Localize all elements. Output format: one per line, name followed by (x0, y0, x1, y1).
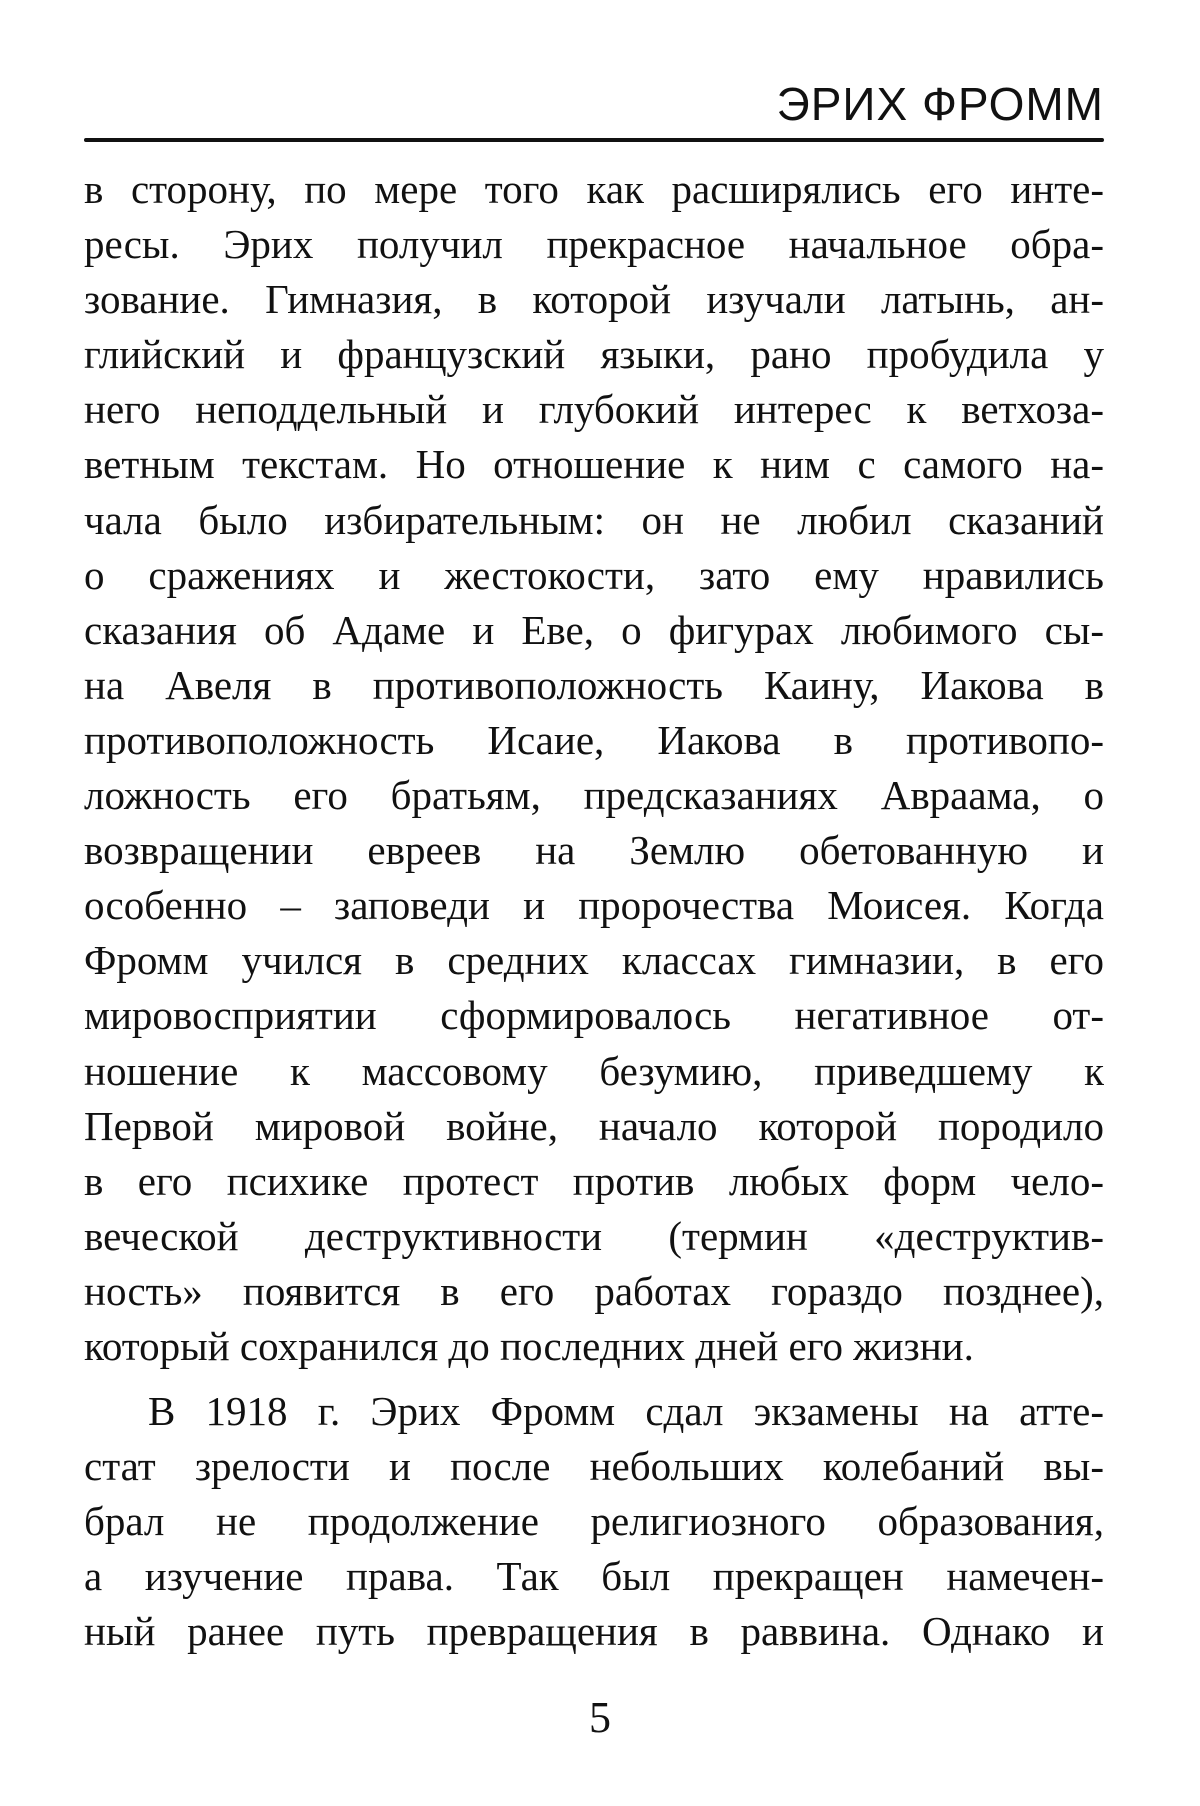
text-line: в сторону, по мере того как расширялись его инте- (84, 166, 1104, 212)
text-line: в его психике протест против любых форм чело- (84, 1157, 1104, 1204)
text-line: ложность его братьям, предсказаниях Авраама, о (84, 772, 1104, 819)
text-line: ношение к массовому безумию, приведшему к (84, 1047, 1104, 1094)
text-line: сказания об Адаме и Еве, о фигурах любимого сы- (84, 606, 1104, 653)
text-line: на Авеля в противоположность Каину, Иакова в (84, 661, 1104, 708)
text-line: который сохранился до последних дней его жизни. (84, 1322, 974, 1369)
text-line: ный ранее путь превращения в раввина. Однако и (84, 1608, 1104, 1655)
text-line: веческой деструктивности (термин «деструктив- (84, 1212, 1104, 1259)
text-line: В 1918 г. Эрих Фромм сдал экзамены на атте- (148, 1388, 1104, 1435)
text-line: глийский и французский языки, рано пробудила у (84, 331, 1104, 378)
text-line: ность» появится в его работах гораздо позднее), (84, 1267, 1104, 1314)
text-line: а изучение права. Так был прекращен намечен- (84, 1553, 1104, 1600)
text-line: ресы. Эрих получил прекрасное начальное обра- (84, 221, 1104, 268)
header-rule (84, 138, 1104, 142)
text-line: чала было избирательным: он не любил сказаний (84, 496, 1104, 543)
page-number: 5 (589, 1693, 611, 1742)
paragraph-gap (84, 1374, 1104, 1384)
text-line: него неподдельный и глубокий интерес к ветхоза- (84, 386, 1104, 433)
text-line: мировосприятии сформировалось негативное от- (84, 992, 1104, 1039)
text-line: возвращении евреев на Землю обетованную и (84, 827, 1104, 874)
paragraph-1 (84, 162, 1104, 1374)
text-line: зование. Гимназия, в которой изучали латынь, ан- (84, 276, 1104, 323)
page-header (84, 72, 1104, 152)
text-line: ветным текстам. Но отношение к ним с самого на- (84, 441, 1104, 488)
text-line: Первой мировой войне, начало которой породило (84, 1102, 1104, 1149)
text-line: стат зрелости и после небольших колебаний вы- (84, 1443, 1104, 1490)
text-line: Фромм учился в средних классах гимназии, в его (84, 937, 1104, 984)
text-line: противоположность Исаие, Иакова в противопо- (84, 716, 1104, 763)
text-line: особенно – заповеди и пророчества Моисея. Когда (84, 882, 1104, 929)
running-head: ЭРИХ ФРОММ (776, 78, 1104, 130)
text-line: брал не продолжение религиозного образования, (84, 1498, 1104, 1545)
paragraph-2 (84, 1384, 1104, 1659)
text-line: о сражениях и жестокости, зато ему нравились (84, 551, 1104, 598)
body-text (84, 162, 1104, 1660)
